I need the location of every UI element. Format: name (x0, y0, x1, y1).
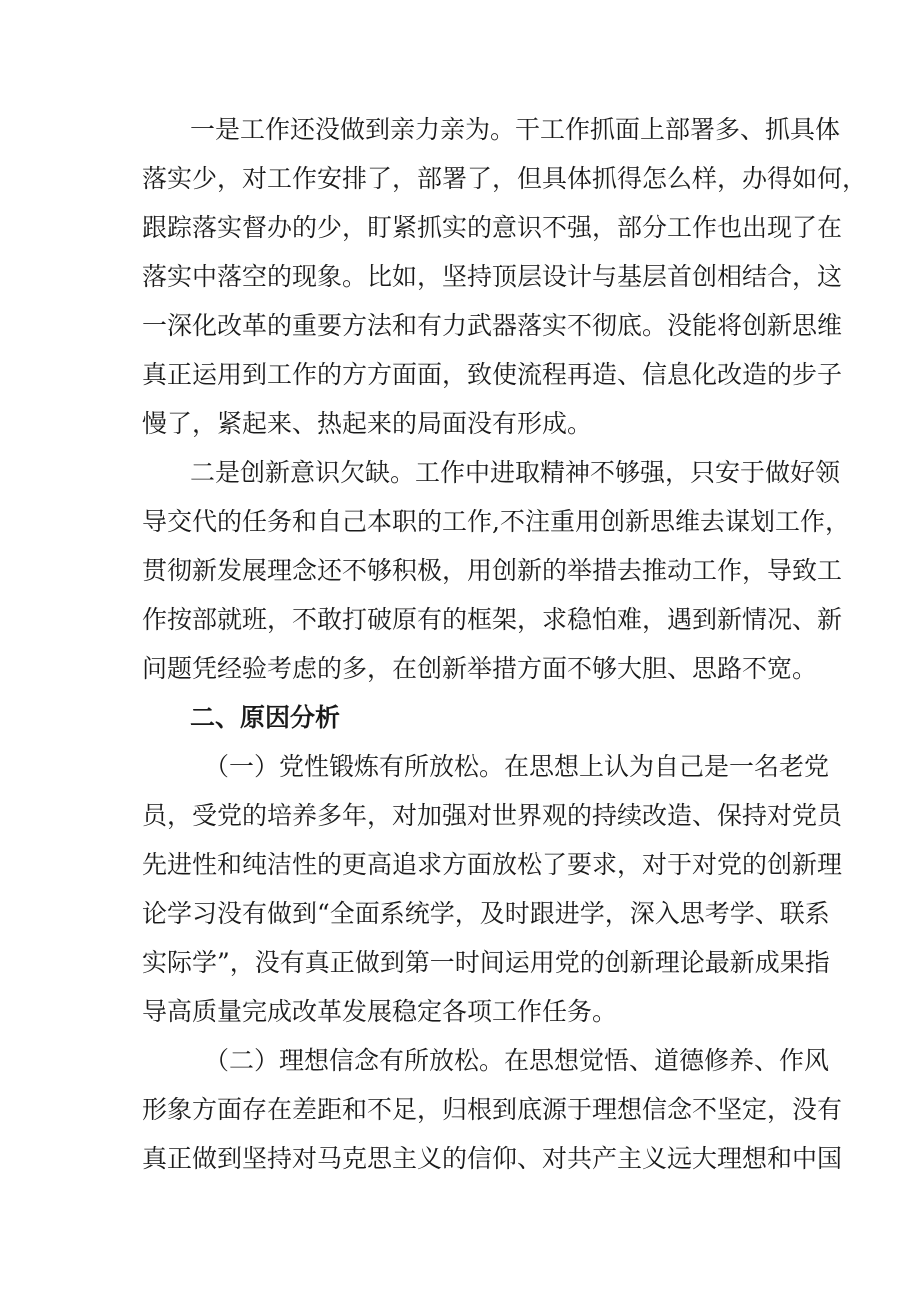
paragraph-2-line-5: 问题凭经验考虑的多，在创新举措方面不够大胆、思路不宽。 (142, 654, 818, 683)
section-heading: 二、原因分析 (190, 703, 341, 732)
paragraph-2-line-2: 导交代的任务和自己本职的工作,不注重用创新思维去谋划工作， (142, 507, 850, 536)
paragraph-2-line-3: 贯彻新发展理念还不够积极，用创新的举措去推动工作，导致工 (142, 556, 843, 585)
paragraph-3-line-6: 导高质量完成改革发展稳定各项工作任务。 (142, 997, 618, 1026)
paragraph-3-line-4: 论学习没有做到“全面系统学，及时跟进学，深入思考学、联系 (142, 899, 830, 928)
paragraph-3-line-2: 员，受党的培养多年，对加强对世界观的持续改造、保持对党员 (142, 801, 843, 830)
paragraph-2-line-1: 二是创新意识欠缺。工作中进取精神不够强，只安于做好领 (190, 458, 841, 487)
paragraph-4-line-1: （二）理想信念有所放松。在思想觉悟、道德修养、作风 (204, 1046, 830, 1075)
paragraph-4-line-3: 真正做到坚持对马克思主义的信仰、对共产主义远大理想和中国 (142, 1144, 843, 1173)
paragraph-2-line-4: 作按部就班，不敢打破原有的框架，求稳怕难，遇到新情况、新 (142, 605, 843, 634)
paragraph-3-line-3: 先进性和纯洁性的更高追求方面放松了要求，对于对党的创新理 (142, 850, 843, 879)
paragraph-3-line-1: （一）党性锻炼有所放松。在思想上认为自己是一名老党 (204, 752, 830, 781)
paragraph-3-line-5: 实际学”，没有真正做到第一时间运用党的创新理论最新成果指 (142, 948, 830, 977)
paragraph-1-line-4: 落实中落空的现象。比如，坚持顶层设计与基层首创相结合，这 (142, 262, 843, 291)
paragraph-4-line-2: 形象方面存在差距和不足，归根到底源于理想信念不坚定，没有 (142, 1095, 843, 1124)
paragraph-1-line-7: 慢了，紧起来、热起来的局面没有形成。 (142, 409, 593, 438)
paragraph-1-line-2: 落实少，对工作安排了，部署了，但具体抓得怎么样，办得如何， (142, 164, 868, 193)
paragraph-1-line-6: 真正运用到工作的方方面面，致使流程再造、信息化改造的步子 (142, 360, 843, 389)
paragraph-1-line-3: 跟踪落实督办的少，盯紧抓实的意识不强，部分工作也出现了在 (142, 213, 843, 242)
paragraph-1-line-1: 一是工作还没做到亲力亲为。干工作抓面上部署多、抓具体 (190, 115, 841, 144)
paragraph-1-line-5: 一深化改革的重要方法和有力武器落实不彻底。没能将创新思维 (142, 311, 843, 340)
